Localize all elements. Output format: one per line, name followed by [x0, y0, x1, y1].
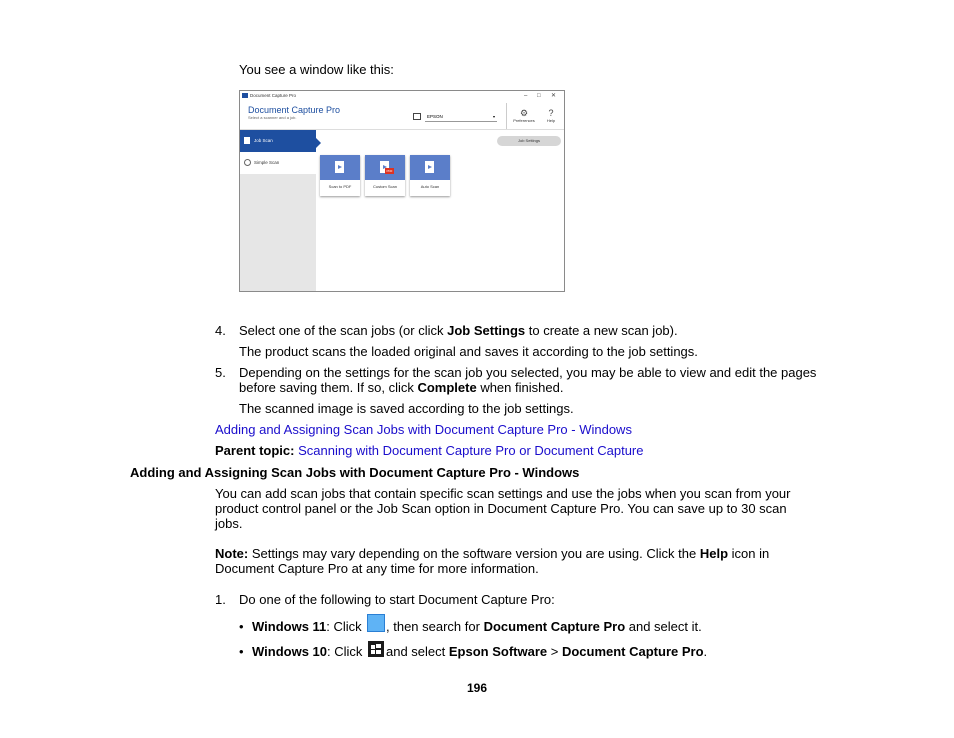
- step-5-number: 5.: [215, 365, 226, 380]
- bullet-windows-11-a: [252, 619, 362, 634]
- custom-scan-tile[interactable]: [365, 155, 405, 196]
- app-window-screenshot: [239, 90, 565, 292]
- bullet-text: : Click: [326, 619, 362, 634]
- bullet-bold: Epson Software: [448, 644, 548, 659]
- help-icon: ?: [548, 108, 554, 118]
- note-line-1: [215, 546, 769, 561]
- step-4-bold: Job Settings: [447, 323, 526, 338]
- step-4-pre: Select one of the scan jobs (or click: [239, 323, 448, 338]
- window-title: Document Capture Pro: [250, 93, 297, 98]
- scanner-value: EPSON: [427, 114, 443, 119]
- tile-header: [365, 155, 405, 180]
- step-5-line-2: [239, 380, 563, 395]
- scanner-icon: [413, 113, 421, 120]
- paragraph-line-2: product control panel or the Job Scan option in Document Capture Pro. You can save up to 30 scan: [215, 501, 787, 516]
- note-post: icon in: [728, 546, 770, 561]
- tile-label: Auto Scan: [420, 184, 440, 189]
- parent-topic-link[interactable]: Scanning with Document Capture Pro or Document Capture: [298, 443, 644, 458]
- app-icon: [242, 93, 248, 98]
- bullet-mark: •: [239, 619, 244, 634]
- paragraph-line-1: You can add scan jobs that contain specific scan settings and use the jobs when you scan from your: [215, 486, 791, 501]
- bullet-text: .: [703, 644, 708, 659]
- selection-pointer: [316, 138, 321, 148]
- app-header-title: Document Capture Pro: [248, 105, 341, 115]
- scan-to-pdf-tile[interactable]: [320, 155, 360, 196]
- note-line-2: Document Capture Pro at any time for more information.: [215, 561, 539, 576]
- note-label: Note:: [215, 546, 249, 561]
- note-pre: Settings may vary depending on the software version you are using. Click the: [248, 546, 700, 561]
- step-4-text: [239, 323, 678, 338]
- bullet-text: and select it.: [625, 619, 702, 634]
- minimize-icon[interactable]: –: [524, 93, 528, 99]
- sidebar-item-label: Simple Scan: [254, 160, 280, 165]
- bullet-text: : Click: [327, 644, 363, 659]
- sidebar: [240, 130, 316, 291]
- parent-topic: [215, 443, 644, 458]
- job-settings-button[interactable]: Job Settings: [497, 136, 561, 146]
- title-bar: [240, 91, 564, 101]
- step-5-post: when finished.: [476, 380, 564, 395]
- job-scan-icon: [244, 137, 250, 144]
- note-bold: Help: [699, 546, 729, 561]
- tile-label: Scan to PDF: [328, 184, 352, 189]
- step-5-line-1: Depending on the settings for the scan job you selected, you may be able to view and edit the pages: [239, 365, 817, 380]
- help-label: Help: [546, 118, 556, 123]
- os-name: Windows 10: [252, 644, 328, 659]
- step-5-pre: before saving them. If so, click: [239, 380, 418, 395]
- step-1-text: Do one of the following to start Document Capture Pro:: [239, 592, 555, 607]
- sidebar-item-simple-scan[interactable]: [240, 152, 316, 174]
- parent-topic-label: Parent topic:: [215, 443, 295, 458]
- step-4-result: The product scans the loaded original and saves it according to the job settings.: [239, 344, 698, 359]
- maximize-icon[interactable]: □: [537, 93, 541, 99]
- sidebar-item-label: Job Scan: [254, 138, 273, 143]
- sidebar-item-job-scan[interactable]: [240, 130, 316, 152]
- windows-11-start-icon: [367, 614, 385, 632]
- chevron-down-icon: ▾: [492, 114, 495, 119]
- bullet-mark: •: [239, 644, 244, 659]
- bullet-windows-11-b: [386, 619, 702, 634]
- intro-text: You see a window like this:: [239, 62, 394, 77]
- toolbar-divider: [506, 103, 507, 129]
- simple-scan-icon: [244, 159, 251, 166]
- bullet-text: , then search for: [386, 619, 484, 634]
- help-button[interactable]: [537, 108, 565, 123]
- pdf-badge-icon: PDF: [386, 169, 393, 173]
- bullet-bold: Document Capture Pro: [561, 644, 704, 659]
- step-1-number: 1.: [215, 592, 226, 607]
- app-header-subtitle: Select a scanner and a job.: [248, 115, 297, 120]
- tile-header: [320, 155, 360, 180]
- section-heading: Adding and Assigning Scan Jobs with Document Capture Pro - Windows: [130, 465, 580, 480]
- windows-10-start-icon: [368, 641, 384, 657]
- play-icon: [338, 165, 342, 169]
- close-icon[interactable]: ✕: [551, 93, 557, 99]
- preferences-label: Preferences: [513, 118, 535, 123]
- step-4-number: 4.: [215, 323, 226, 338]
- bullet-text: >: [547, 644, 562, 659]
- preferences-button[interactable]: [510, 108, 538, 123]
- gear-icon: ⚙: [519, 108, 529, 118]
- play-icon: [428, 165, 432, 169]
- step-5-bold: Complete: [417, 380, 477, 395]
- step-4-post: to create a new scan job).: [525, 323, 678, 338]
- os-name: Windows 11: [252, 619, 327, 634]
- bullet-text: and select: [386, 644, 449, 659]
- bullet-bold: Document Capture Pro: [483, 619, 626, 634]
- tile-label: Custom Scan: [372, 184, 397, 189]
- auto-scan-tile[interactable]: [410, 155, 450, 196]
- scanner-select[interactable]: [425, 112, 497, 122]
- bullet-windows-10-a: [252, 644, 362, 659]
- related-topic-link[interactable]: Adding and Assigning Scan Jobs with Document Capture Pro - Windows: [215, 422, 632, 437]
- page-number: 196: [466, 681, 488, 695]
- bullet-windows-10-b: [386, 644, 707, 659]
- step-5-result: The scanned image is saved according to the job settings.: [239, 401, 574, 416]
- paragraph-line-3: jobs.: [215, 516, 243, 531]
- tile-header: [410, 155, 450, 180]
